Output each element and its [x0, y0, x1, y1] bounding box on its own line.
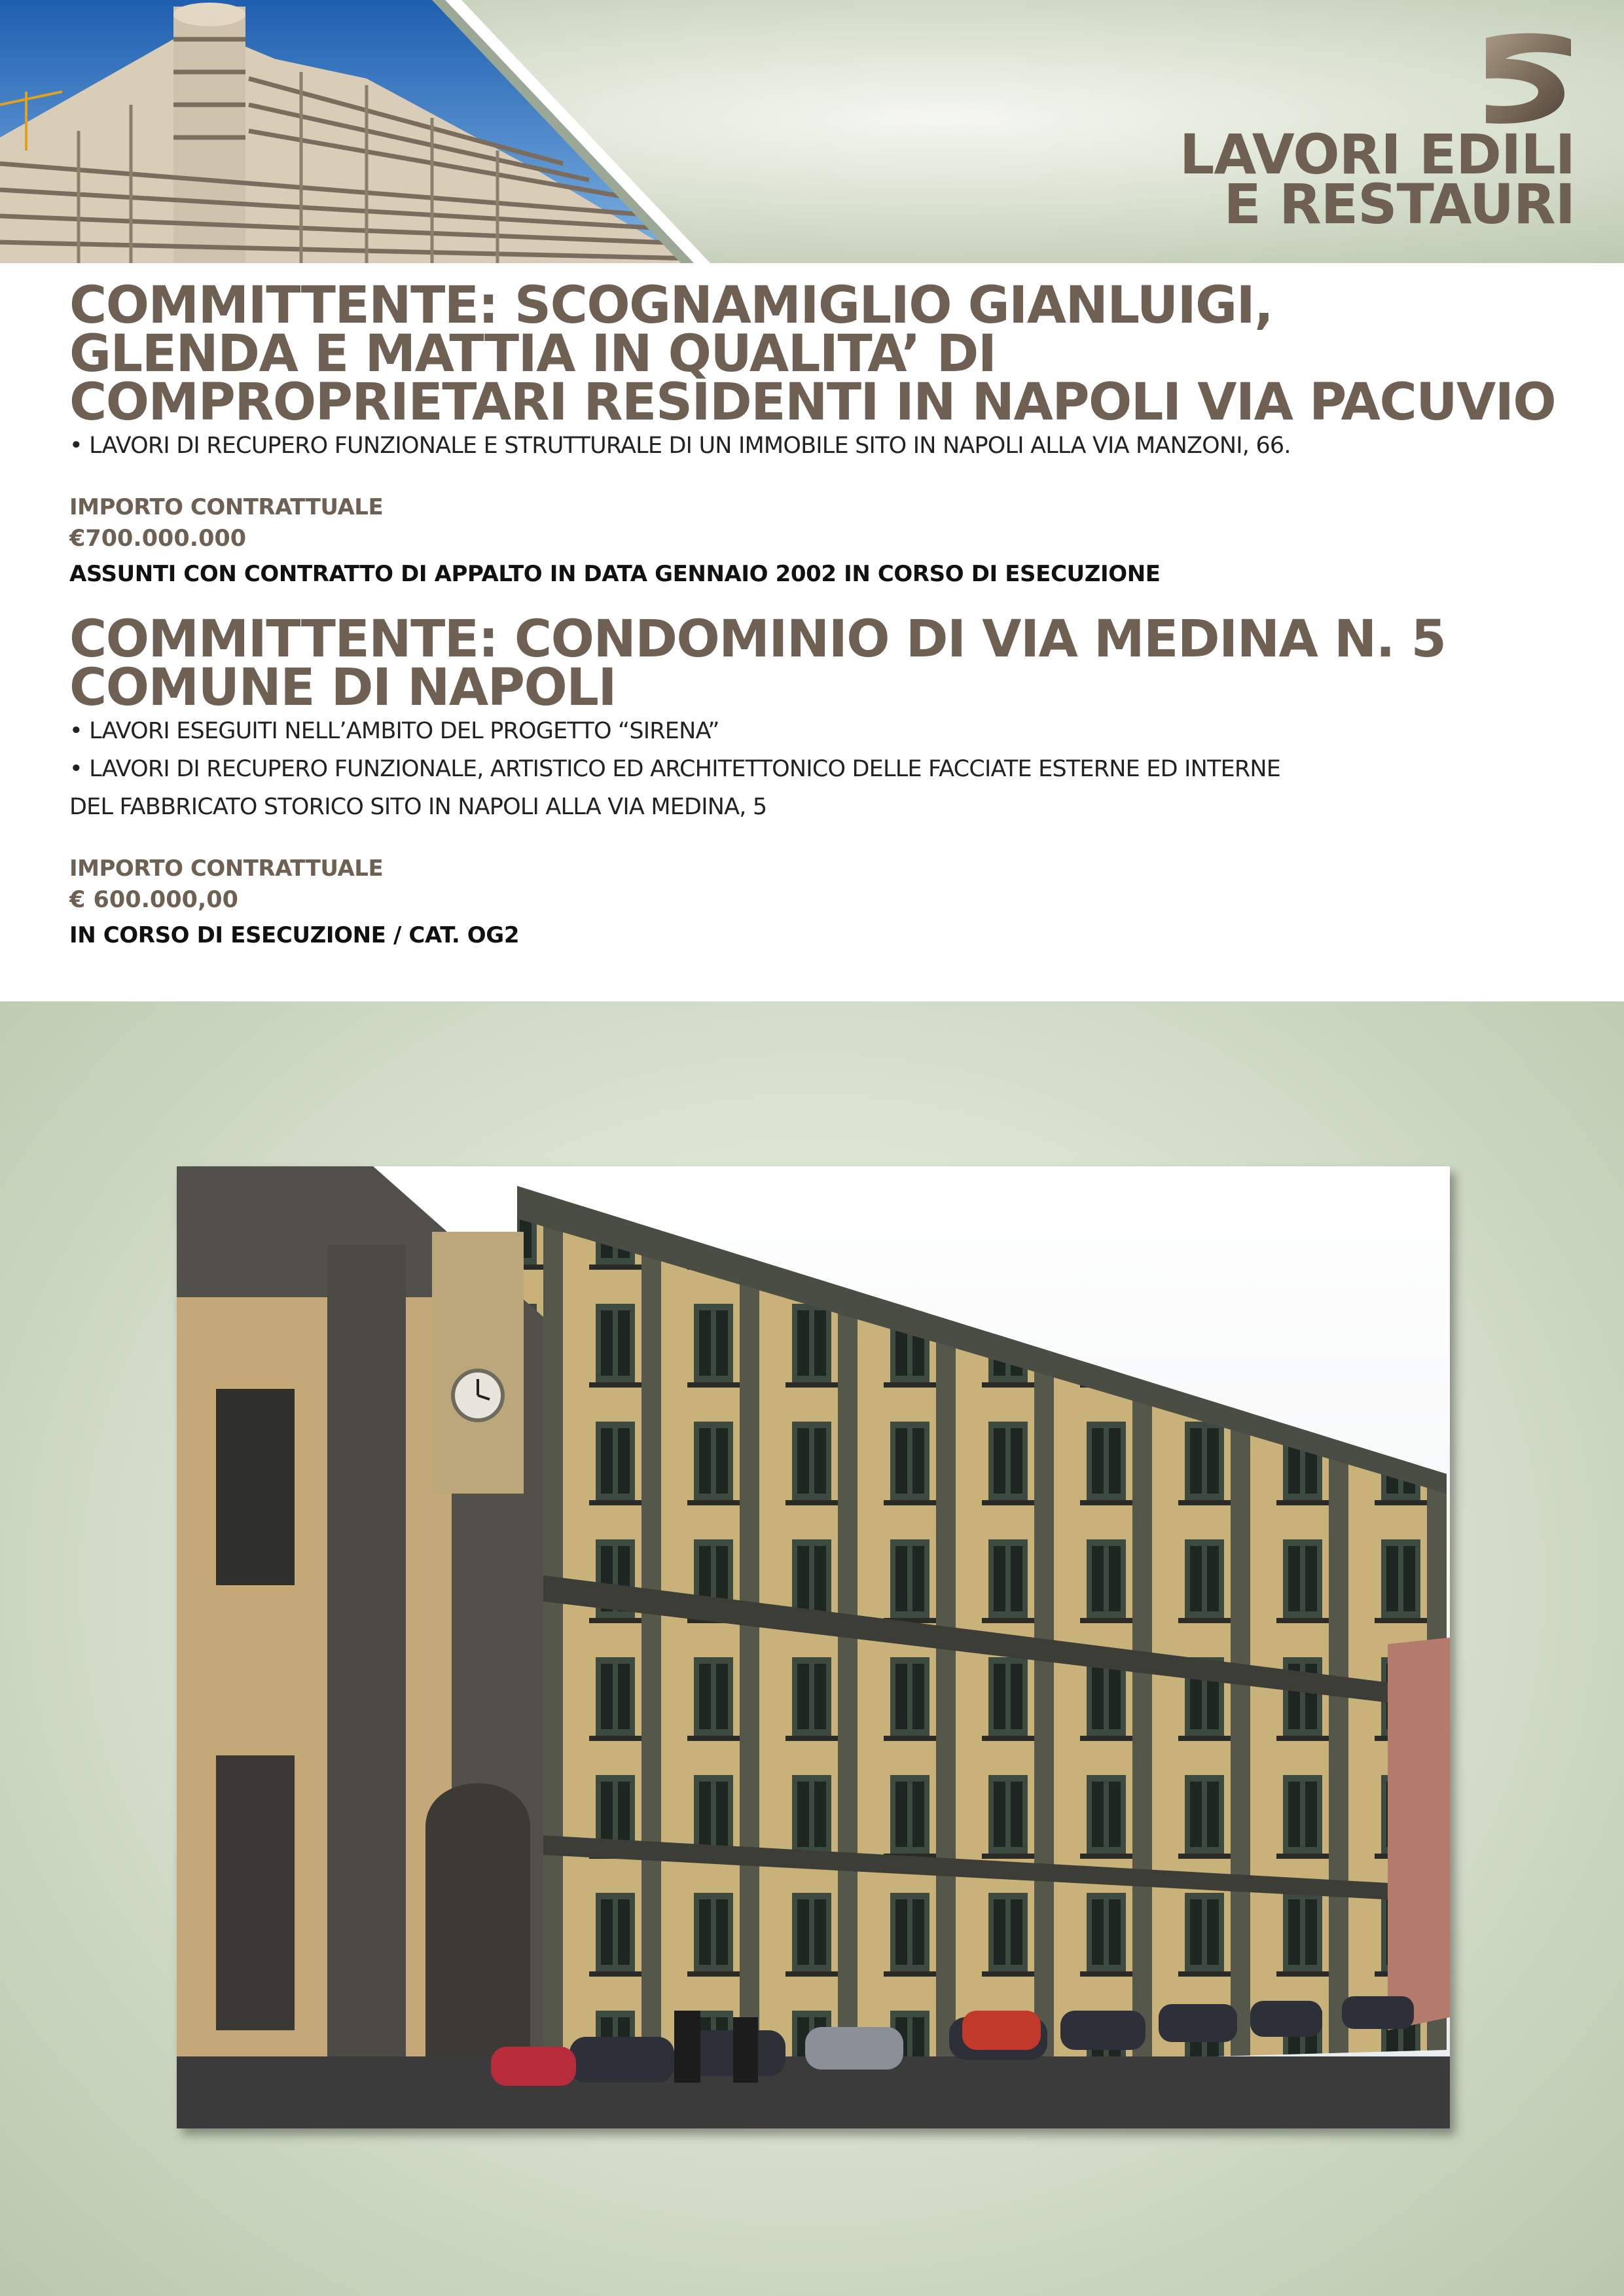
- amount-label: IMPORTO CONTRATTUALE: [69, 494, 384, 520]
- contract-note: IN CORSO DI ESECUZIONE / CAT. OG2: [69, 922, 520, 948]
- amount-label: IMPORTO CONTRATTUALE: [69, 855, 384, 882]
- project-section-1: [69, 276, 1562, 590]
- contract-amount: €700.000.000: [69, 526, 247, 552]
- brand-line-1: LAVORI EDILI: [1179, 122, 1575, 187]
- construction-photo: [0, 0, 772, 263]
- heading-line: COMPROPRIETARI RESIDENTI IN NAPOLI VIA PACUVIO: [69, 373, 1556, 432]
- project-section-2: [69, 610, 1562, 952]
- work-description: • LAVORI ESEGUITI NELL’AMBITO DEL PROGETTO “SIRENA”: [69, 718, 719, 744]
- heading-line: COMMITTENTE: SCOGNAMIGLIO GIANLUIGI,: [69, 276, 1273, 335]
- contract-amount: € 600.000,00: [69, 887, 238, 913]
- company-logo-icon: [1473, 31, 1578, 130]
- work-description: DEL FABBRICATO STORICO SITO IN NAPOLI ALLA VIA MEDINA, 5: [69, 794, 767, 820]
- project-heading: [69, 276, 1562, 432]
- page-header: [0, 0, 1624, 263]
- photo-panel: [0, 1001, 1624, 2296]
- project-heading: [69, 610, 1562, 717]
- historic-building-photo: [177, 1166, 1450, 2128]
- content-area: [69, 276, 1562, 952]
- heading-line: COMUNE DI NAPOLI: [69, 658, 616, 717]
- brand-title: [1179, 122, 1575, 236]
- work-description: • LAVORI DI RECUPERO FUNZIONALE, ARTISTICO ED ARCHITETTONICO DELLE FACCIATE ESTERNE ED INTERNE: [69, 756, 1281, 782]
- heading-line: GLENDA E MATTIA IN QUALITA’ DI: [69, 325, 996, 384]
- heading-line: COMMITTENTE: CONDOMINIO DI VIA MEDINA N. 5: [69, 610, 1446, 669]
- contract-note: ASSUNTI CON CONTRATTO DI APPALTO IN DATA GENNAIO 2002 IN CORSO DI ESECUZIONE: [69, 561, 1161, 587]
- work-description: • LAVORI DI RECUPERO FUNZIONALE E STRUTTURALE DI UN IMMOBILE SITO IN NAPOLI ALLA VIA MANZONI, 66.: [69, 433, 1291, 459]
- brand-line-2: E RESTAURI: [1223, 172, 1575, 236]
